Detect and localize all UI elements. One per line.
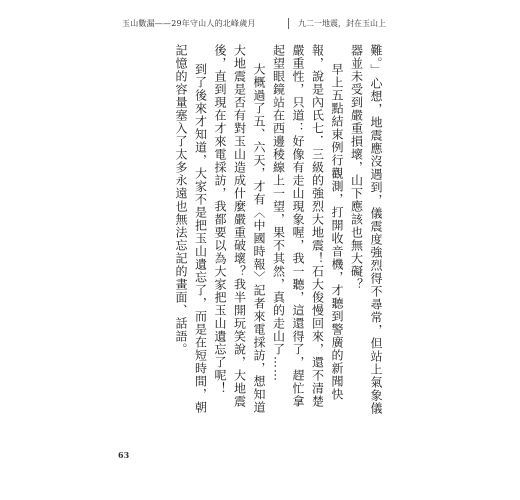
chapter-title: 九二一地震，封在玉山上 [298,19,386,28]
page-number: 63 [118,450,130,460]
paragraph-1: 難。」心想，地震應沒遇到，儀震度強烈得不尋常，但站上氣象儀器並未受到嚴重損壞，山下應該也無大礙？ [349,44,383,415]
paragraph-4: 到了後來才知道，大家不是把玉山遺忘了，而是在短時間，朝記憶的容量塞入了太多永遠也無法忘記的畫面、話語。 [174,44,208,415]
paragraph-2: 早上五點結束例行觀測，打開收音機，才聽到警廣的新聞快報，說是內氏七．三級的強烈大地震！石大俊慢回來，還不清楚嚴重性，只道：好像有走山現象喔，我一聽，這還得了，趕忙拿起望眼鏡站在西邊稜線上一望，果不其然，真的走山了…… [271,44,344,408]
paragraph-3: 大概過了五、六天，才有〈中國時報〉記者來電採訪，想知道大地震是否有對玉山造成什麼嚴重破壞？我半開玩笑說，大地震後，直到現在才來電採訪，我都要以為大家把玉山遺忘了呢！ [213,44,266,415]
body-text [171,44,386,416]
header-divider [288,18,289,29]
book-title: 玉山數漏——29年守山人的北峰歲月 [122,19,256,28]
running-header [122,18,402,34]
